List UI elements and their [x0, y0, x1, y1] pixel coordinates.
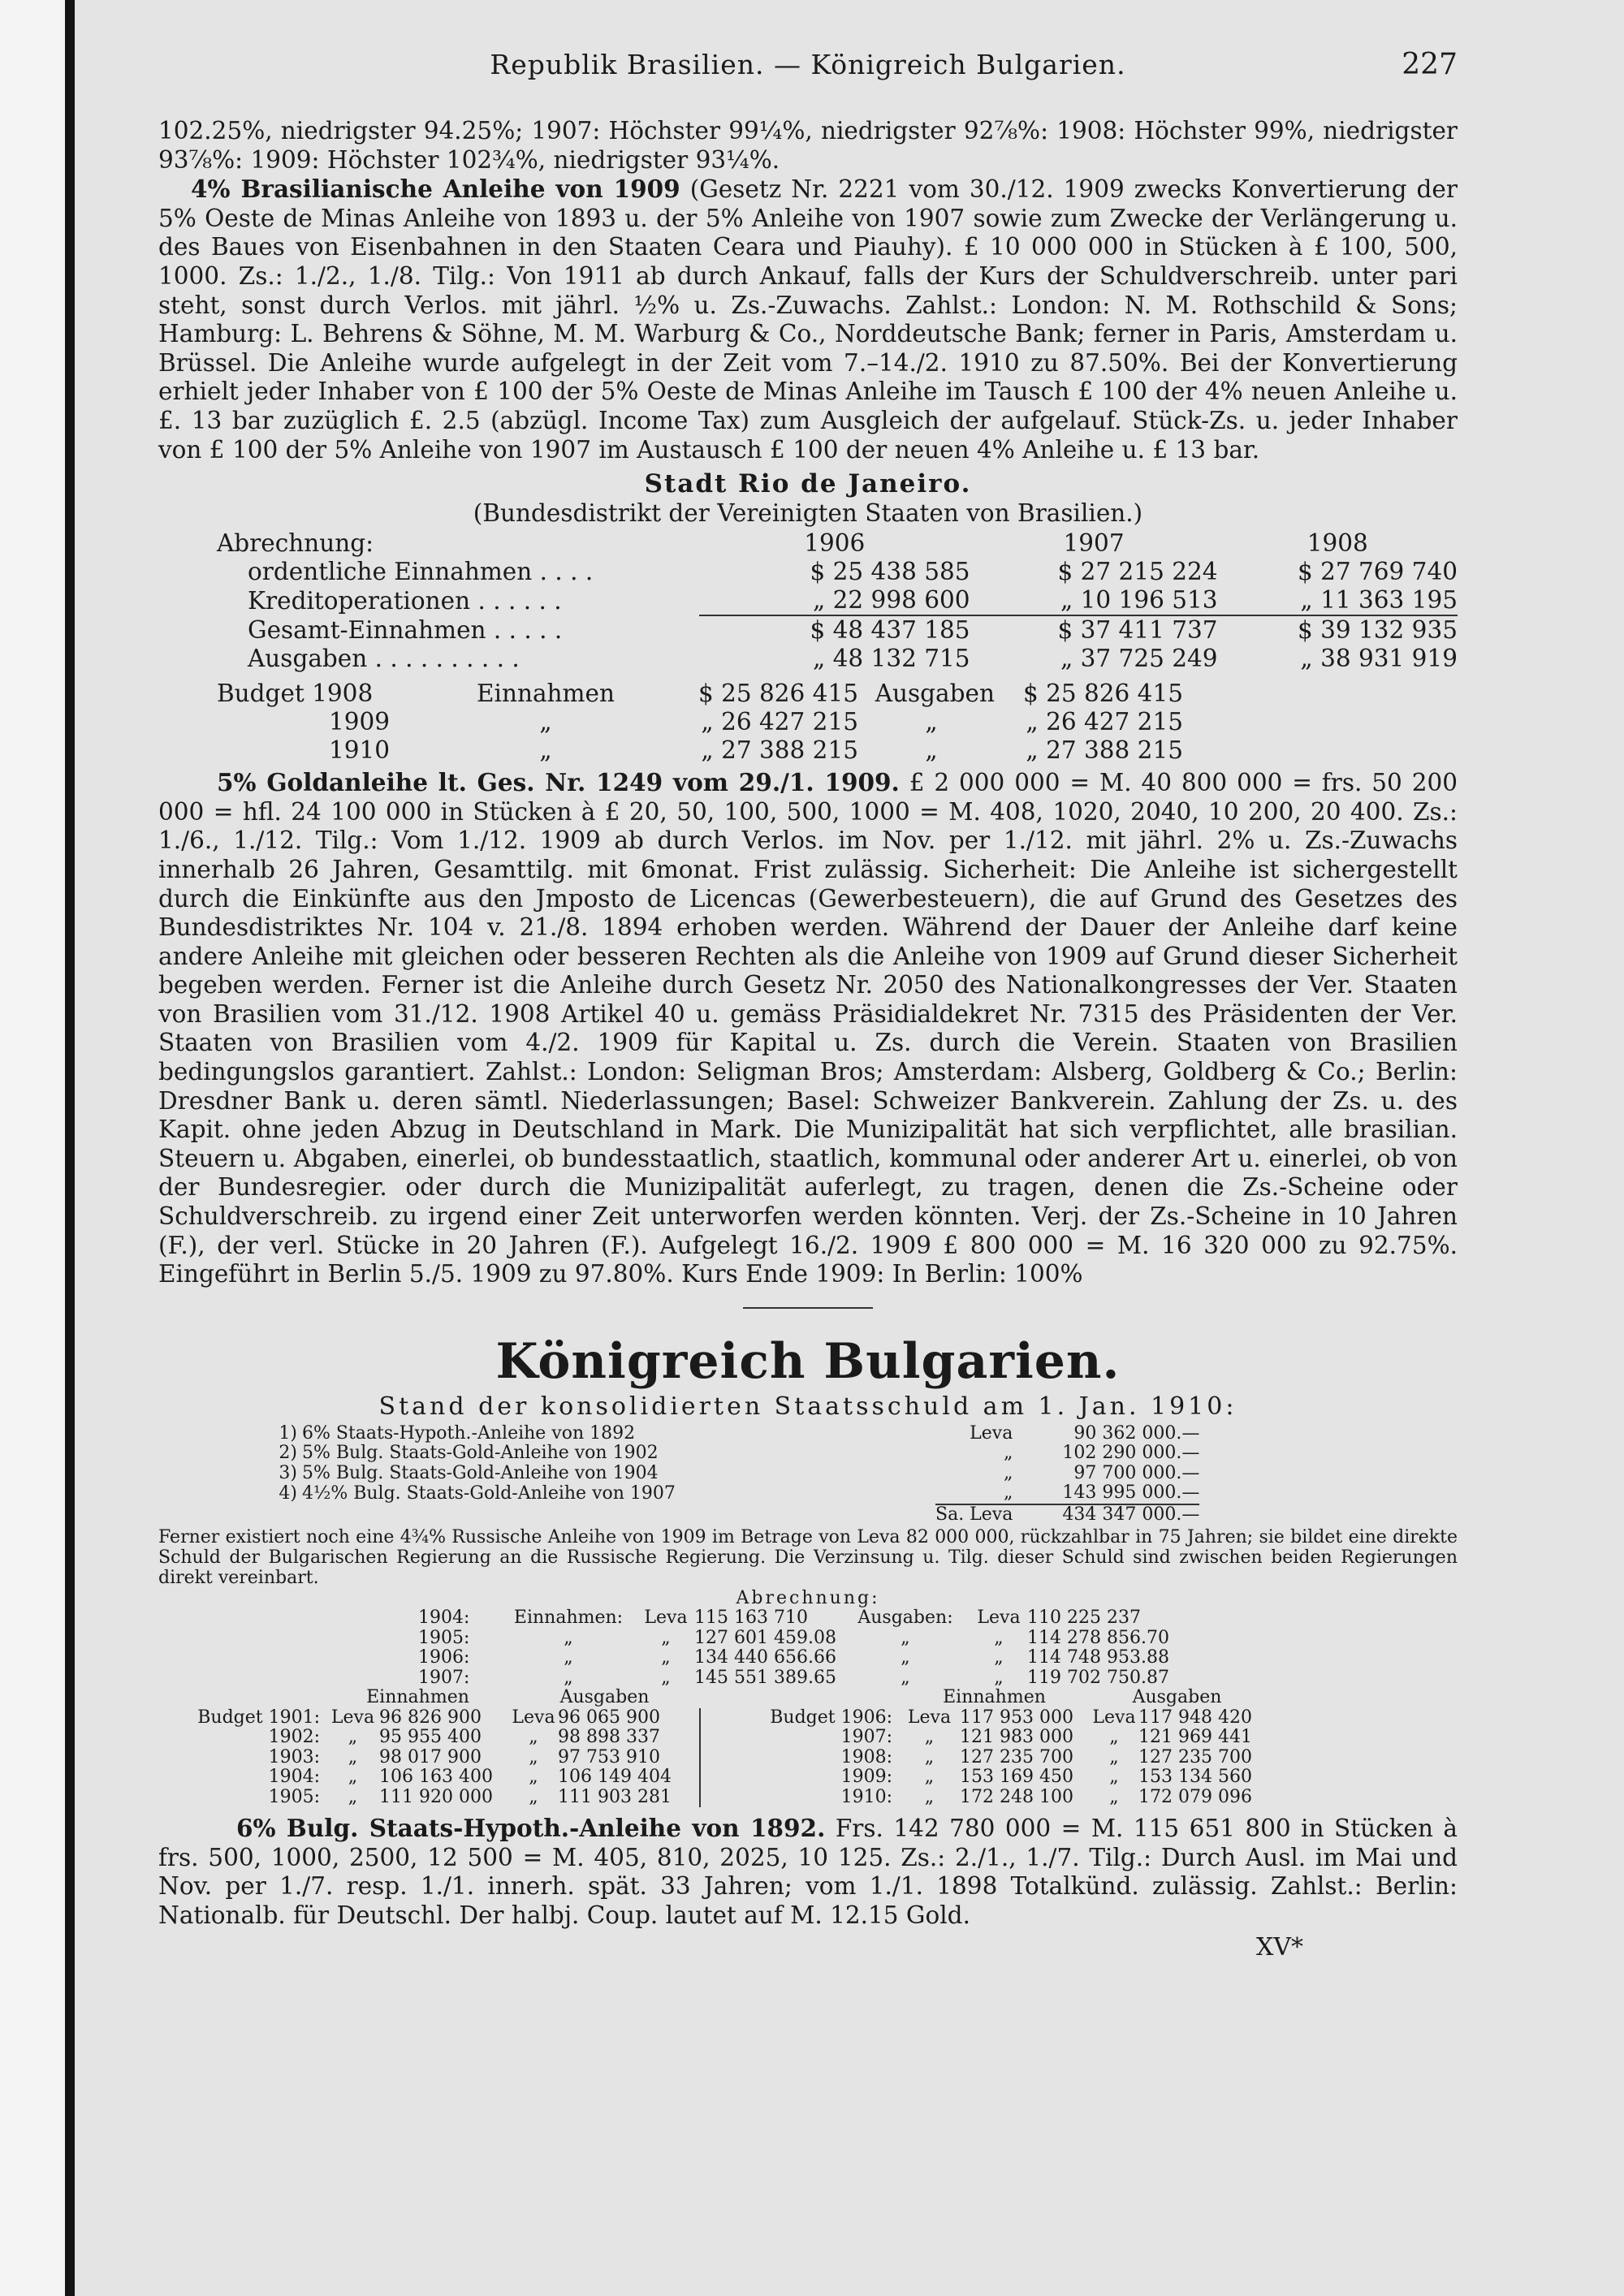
aus-label: Ausgaben:	[857, 1608, 953, 1629]
table-row	[217, 615, 1458, 645]
anleihe-1909-heading: 4% Brasilianische Anleihe von 1909	[191, 175, 680, 204]
ein-label: „	[564, 1647, 573, 1668]
cell-value: „ 37 725 249	[1060, 645, 1218, 673]
ein-cur: „	[661, 1647, 671, 1668]
budget-label: 1910:	[840, 1786, 892, 1807]
budget-aus-label: Ausgaben	[875, 680, 995, 708]
budget-label: 1908:	[840, 1746, 892, 1767]
header-title: Republik Brasilien. — Königreich Bulgarien.	[490, 49, 1126, 80]
debt-no: 4)	[279, 1482, 297, 1504]
table-row	[217, 586, 1458, 615]
year-label: 1905:	[418, 1627, 470, 1648]
ein-value: 121 983 000	[960, 1727, 1073, 1748]
russian-loan-note: Ferner existiert noch eine 4¾% Russische Anleihe von 1909 im Betrage von Leva 82 000 000, rückzahlbar in 75 Jahren; sie bildet eine direkte Schuld der Bulgarischen Regierung an die Russische Regierung. Die Verzinsung u. Tilg. dieser Schuld sind zwischen beiden Regierungen direkt vereinbart.	[158, 1527, 1458, 1588]
anleihe-1909-text: (Gesetz Nr. 2221 vom 30./12. 1909 zwecks Konvertierung der 5% Oeste de Minas Anleihe von 1893 u. der 5% Anleihe von 1907 sowie zum Zwecke der Verlängerung u. des Baues von Eisenbahnen in den Staaten Ceara und Piauhy). £ 10 000 000 in Stücken à £ 100, 500, 1000. Zs.: 1./2., 1./8. Tilg.: Von 1911 ab durch Ankauf, falls der Kurs der Schuldverschreib. unter pari steht, sonst durch Verlos. mit jährl. ½% u. Zs.-Zuwachs. Zahlst.: London: N. M. Rothschild & Sons; Hamburg: L. Behrens & Söhne, M. M. Warburg & Co., Norddeutsche Bank; ferner in Paris, Amsterdam u. Brüssel. Die Anleihe wurde aufgelegt in der Zeit vom 7.–14./2. 1910 zu 87.50%. Bei der Konvertierung erhielt jeder Inhaber von £ 100 der 5% Oeste de Minas Anleihe im Tausch £ 100 der 4% neuen Anleihe u. £. 13 bar zuzüglich £. 2.5 (abzügl. Income Tax) zum Ausgleich der aufgelauf. Stück-Zs. u. jeder Inhaber von £ 100 der 5% Anleihe von 1907 im Austausch £ 100 der neuen 4% Anleihe u. £ 13 bar.	[158, 175, 1458, 464]
goldanleihe-paragraph	[158, 768, 1458, 1289]
aus-value: 96 065 900	[558, 1708, 700, 1728]
table-row	[268, 1444, 1199, 1464]
ein-cur: „	[924, 1767, 935, 1788]
cell-value: $ 25 438 585	[810, 558, 970, 586]
page-number: 227	[1402, 48, 1458, 81]
ein-value: 127 235 700	[960, 1746, 1073, 1767]
budget-ein-label: „	[539, 736, 552, 765]
debt-table	[268, 1424, 1199, 1526]
ein-value: 98 017 900	[379, 1746, 482, 1767]
budget-aus-label: „	[925, 736, 938, 765]
table-row	[192, 1708, 1264, 1728]
russian-loan-note-block	[158, 1528, 1458, 1588]
goldanleihe-heading: 5% Goldanleihe lt. Ges. Nr. 1249 vom 29./1. 1909.	[217, 768, 900, 797]
budget-label: 1902:	[268, 1727, 320, 1748]
aus-cur: „	[1109, 1746, 1119, 1767]
debt-amount: 90 362 000.—	[1073, 1422, 1200, 1444]
ein-cur: „	[661, 1627, 671, 1648]
signature-mark: XV*	[1255, 1933, 1303, 1962]
budget-label: 1903:	[268, 1746, 320, 1767]
aus-cur: „	[529, 1727, 538, 1748]
page-margin	[0, 0, 75, 2296]
ein-value: 127 601 459.08	[694, 1627, 836, 1648]
table-row	[192, 1748, 1264, 1768]
ein-value: 95 955 400	[379, 1727, 482, 1748]
table-row	[217, 680, 1183, 708]
ein-cur: „	[348, 1727, 358, 1748]
hypoth-paragraph	[158, 1814, 1458, 1930]
bulgarien-stand: Stand der konsolidierten Staatsschuld am 1. Jan. 1910:	[378, 1392, 1237, 1421]
aus-value: 114 278 856.70	[1027, 1627, 1169, 1648]
table-row	[418, 1629, 1173, 1649]
ein-value: 106 163 400	[379, 1767, 493, 1788]
rio-abrechnung-table	[217, 529, 1458, 673]
hypoth-heading: 6% Bulg. Staats-Hypoth.-Anleihe von 1892.	[236, 1814, 826, 1843]
ein-cur: „	[924, 1786, 935, 1807]
table-row	[192, 1767, 1264, 1788]
table-row	[192, 1788, 1264, 1808]
cell-value: $ 37 411 737	[970, 615, 1218, 645]
table-row	[192, 1688, 1264, 1708]
cell-value: „ 48 132 715	[812, 645, 970, 673]
ein-value: 115 163 710	[694, 1608, 808, 1629]
budget-einnahmen: $ 25 826 415	[698, 680, 858, 708]
aus-value: 153 134 560	[1138, 1767, 1252, 1788]
table-row	[217, 645, 1458, 673]
debt-name: 4½% Bulg. Staats-Gold-Anleihe von 1907	[302, 1482, 676, 1504]
sum-label: Sa. Leva	[935, 1504, 1013, 1525]
table-row	[217, 529, 1458, 558]
debt-amount: 143 995 000.—	[1062, 1482, 1200, 1504]
binding-edge	[65, 0, 75, 2296]
sum-amount: 434 347 000.—	[1013, 1504, 1199, 1526]
debt-currency: „	[1003, 1462, 1013, 1483]
table-row	[268, 1464, 1199, 1484]
debt-amount: 102 290 000.—	[1062, 1443, 1200, 1464]
aus-value: 114 748 953.88	[1027, 1647, 1169, 1668]
aus-value: 97 753 910	[558, 1748, 700, 1768]
cell-value: „ 10 196 513	[1060, 586, 1218, 615]
ein-label: „	[564, 1627, 573, 1648]
debt-no: 1)	[279, 1422, 297, 1444]
budget-ausgaben: „ 27 388 215	[1026, 736, 1183, 765]
ein-cur: Leva	[907, 1707, 952, 1728]
budget-ausgaben: „ 26 427 215	[1026, 708, 1183, 736]
aus-cur: „	[1109, 1727, 1119, 1748]
ein-label: Einnahmen:	[513, 1608, 624, 1629]
row-label: Kreditoperationen . . . . . .	[248, 587, 562, 615]
year-label: 1906:	[418, 1647, 470, 1668]
table-row	[268, 1483, 1199, 1504]
budget-label: 1905:	[268, 1786, 320, 1807]
debt-currency: „	[1003, 1443, 1013, 1464]
bulgarien-title: Königreich Bulgarien.	[495, 1332, 1121, 1390]
cell-value: $ 48 437 185	[699, 615, 970, 645]
table-row	[268, 1424, 1199, 1444]
budget-ausgaben: $ 25 826 415	[1022, 680, 1183, 708]
debt-name: 6% Staats-Hypoth.-Anleihe von 1892	[302, 1422, 636, 1444]
ein-cur: „	[348, 1767, 358, 1788]
ein-value: 153 169 450	[960, 1767, 1073, 1788]
budget-label: 1909:	[840, 1767, 892, 1788]
aus-cur: Leva	[1092, 1707, 1136, 1728]
budget-label: Budget 1908	[217, 680, 374, 708]
table-row	[418, 1648, 1173, 1668]
aus-value: 172 079 096	[1138, 1786, 1252, 1807]
col-header-ausgaben: Ausgaben	[559, 1687, 650, 1708]
ein-value: 96 826 900	[379, 1707, 482, 1728]
ein-cur: „	[924, 1746, 935, 1767]
aus-cur: Leva	[512, 1707, 555, 1728]
aus-cur: „	[994, 1627, 1004, 1648]
col-header-einnahmen: Einnahmen	[366, 1687, 469, 1708]
budget-aus-label: „	[925, 708, 938, 736]
budget-label: 1909	[329, 708, 391, 736]
ein-cur: „	[348, 1746, 358, 1767]
hypoth-text: Frs. 142 780 000 = M. 115 651 800 in Stücken à frs. 500, 1000, 2500, 12 500 = M. 405, 810, 2025, 10 125. Zs.: 2./1., 1./7. Tilg.: Durch Ausl. im Mai und Nov. per 1./7. resp. 1./1. innerh. spät. 33 Jahren; vom 1./1. 1898 Totalkünd. zulässig. Zahlst.: Berlin: Nationalb. für Deutschl. Der halbj. Coup. lautet auf M. 12.15 Gold.	[158, 1815, 1458, 1929]
budget-label: 1910	[329, 736, 391, 765]
aus-value: 98 898 337	[558, 1728, 700, 1748]
debt-name: 5% Bulg. Staats-Gold-Anleihe von 1904	[302, 1462, 659, 1483]
ein-label: „	[564, 1667, 573, 1688]
bulgarien-abrechnung-table	[418, 1608, 1173, 1688]
rio-title: Stadt Rio de Janeiro.	[644, 469, 972, 499]
ein-value: 134 440 656.66	[694, 1647, 836, 1668]
intro-paragraph: 102.25%, niedrigster 94.25%; 1907: Höchster 99¼%, niedrigster 92⅞%: 1908: Höchster 99%, niedrigster 93⅞%: 1909: Höchster 102¾%, niedrigster 93¼%.	[158, 117, 1458, 174]
budget-label: Budget 1901:	[197, 1707, 320, 1728]
cell-value: $ 27 769 740	[1297, 558, 1458, 586]
debt-no: 3)	[279, 1462, 297, 1483]
aus-label: „	[901, 1627, 910, 1648]
ein-cur: „	[924, 1727, 935, 1748]
aus-value: 106 149 404	[558, 1767, 700, 1788]
budget-label: Budget 1906:	[770, 1707, 892, 1728]
ein-cur: „	[661, 1667, 671, 1688]
row-label: ordentliche Einnahmen . . . .	[248, 558, 594, 586]
abrechnung-title: Abrechnung:	[736, 1588, 880, 1609]
rio-subtitle: (Bundesdistrikt der Vereinigten Staaten von Brasilien.)	[473, 499, 1143, 528]
table-row	[192, 1728, 1264, 1748]
ein-value: 145 551 389.65	[694, 1667, 836, 1688]
ein-value: 117 953 000	[960, 1707, 1073, 1728]
aus-label: „	[901, 1667, 910, 1688]
debt-currency: Leva	[970, 1422, 1013, 1444]
rio-budget-table	[217, 680, 1183, 765]
aus-cur: „	[994, 1667, 1004, 1688]
row-label: Gesamt-Einnahmen . . . . .	[248, 616, 563, 645]
year-label: 1904:	[418, 1608, 470, 1629]
year-header: 1907	[1063, 529, 1125, 558]
budget-label: 1907:	[840, 1727, 892, 1748]
aus-value: 117 948 420	[1138, 1707, 1252, 1728]
col-header-einnahmen: Einnahmen	[943, 1687, 1046, 1708]
table-row	[217, 708, 1183, 736]
bulgarien-budget-table	[192, 1688, 1264, 1807]
running-header	[158, 50, 1458, 86]
aus-value: 119 702 750.87	[1027, 1667, 1169, 1688]
aus-value: 127 235 700	[1138, 1746, 1252, 1767]
table-row	[217, 736, 1183, 765]
budget-einnahmen: „ 27 388 215	[701, 736, 858, 765]
budget-ein-label: Einnahmen	[477, 680, 615, 708]
aus-cur: „	[1109, 1767, 1119, 1788]
debt-currency: „	[1003, 1482, 1013, 1504]
table-row	[418, 1608, 1173, 1629]
goldanleihe-text: £ 2 000 000 = M. 40 800 000 = frs. 50 200 000 = hfl. 24 100 000 in Stücken à £ 20, 50, 100, 500, 1000 = M. 408, 1020, 2040, 10 200, 20 400. Zs.: 1./6., 1./12. Tilg.: Vom 1./12. 1909 ab durch Verlos. im Nov. per 1./12. mit jährl. 2% u. Zs.-Zuwachs innerhalb 26 Jahren, Gesamttilg. mit 6monat. Frist zulässig. Sicherheit: Die Anleihe ist sichergestellt durch die Einkünfte aus den Jmposto de Licencas (Gewerbesteuern), die auf Grund des Gesetzes des Bundesdistriktes Nr. 104 v. 21./8. 1894 erhoben werden. Während der Dauer der Anleihe darf keine andere Anleihe mit gleichen oder besseren Rechten als die Anleihe von 1909 auf Grund dieser Sicherheit begeben werden. Ferner ist die Anleihe durch Gesetz Nr. 2050 des Nationalkongresses der Ver. Staaten von Brasilien vom 31./12. 1908 Artikel 40 u. gemäss Präsidialdekret Nr. 7315 des Präsidenten der Ver. Staaten von Brasilien vom 4./2. 1909 für Kapital u. Zs. durch die Verein. Staaten von Brasilien bedingungslos garantiert. Zahlst.: London: Seligman Bros; Amsterdam: Alsberg, Goldberg & Co.; Berlin: Dresdner Bank u. deren sämtl. Niederlassungen; Basel: Schweizer Bankverein. Zahlung der Zs. u. des Kapit. ohne jeden Abzug in Deutschland in Mark. Die Munizipalität hat sich verpflichtet, alle brasilian. Steuern u. Abgaben, einerlei, ob bundesstaatlich, staatlich, kommunal oder anderer Art u. einerlei, ob von der Bundesregier. oder durch die Munizipalität auferlegt, zu tragen, denen die Zs.-Scheine oder Schuldverschreib. zu irgend einer Zeit unterworfen werden könnten. Verj. der Zs.-Scheine in 10 Jahren (F.), der verl. Stücke in 20 Jahren (F.). Aufgelegt 16./2. 1909 £ 800 000 = M. 16 320 000 zu 92.75%. Eingeführt in Berlin 5./5. 1909 zu 97.80%. Kurs Ende 1909: In Berlin: 100%	[158, 769, 1458, 1288]
cell-value: „ 22 998 600	[812, 586, 970, 615]
table-row	[268, 1504, 1199, 1526]
debt-no: 2)	[279, 1443, 297, 1464]
aus-cur: „	[529, 1767, 538, 1788]
year-header: 1908	[1307, 529, 1368, 558]
document-page	[158, 50, 1458, 1962]
aus-value: 121 969 441	[1138, 1727, 1252, 1748]
aus-label: „	[901, 1647, 910, 1668]
debt-amount: 97 700 000.—	[1073, 1462, 1200, 1483]
col-header-ausgaben: Ausgaben	[1132, 1687, 1222, 1708]
budget-einnahmen: „ 26 427 215	[701, 708, 858, 736]
anleihe-1909-paragraph	[158, 175, 1458, 464]
ein-value: 172 248 100	[960, 1786, 1073, 1807]
aus-cur: „	[529, 1746, 538, 1767]
ein-cur: „	[348, 1786, 358, 1807]
year-label: 1907:	[418, 1667, 470, 1688]
budget-label: 1904:	[268, 1767, 320, 1788]
section-divider	[743, 1307, 873, 1309]
row-label: Ausgaben . . . . . . . . . .	[248, 645, 520, 673]
ein-cur: Leva	[644, 1608, 688, 1629]
aus-value: 111 903 281	[558, 1788, 700, 1808]
cell-value: „ 11 363 195	[1300, 586, 1458, 615]
cell-value: $ 39 132 935	[1218, 615, 1458, 645]
budget-ein-label: „	[539, 708, 552, 736]
cell-value: $ 27 215 224	[1057, 558, 1218, 586]
aus-cur: „	[529, 1786, 538, 1807]
ein-value: 111 920 000	[379, 1786, 493, 1807]
abrechnung-label: Abrechnung:	[217, 529, 374, 558]
aus-value: 110 225 237	[1027, 1608, 1141, 1629]
year-header: 1906	[804, 529, 866, 558]
cell-value: „ 38 931 919	[1300, 645, 1458, 673]
aus-cur: Leva	[977, 1608, 1021, 1629]
ein-cur: Leva	[330, 1707, 375, 1728]
debt-name: 5% Bulg. Staats-Gold-Anleihe von 1902	[302, 1443, 659, 1464]
aus-cur: „	[1109, 1786, 1119, 1807]
table-row	[217, 558, 1458, 586]
aus-cur: „	[994, 1647, 1004, 1668]
table-row	[418, 1668, 1173, 1689]
